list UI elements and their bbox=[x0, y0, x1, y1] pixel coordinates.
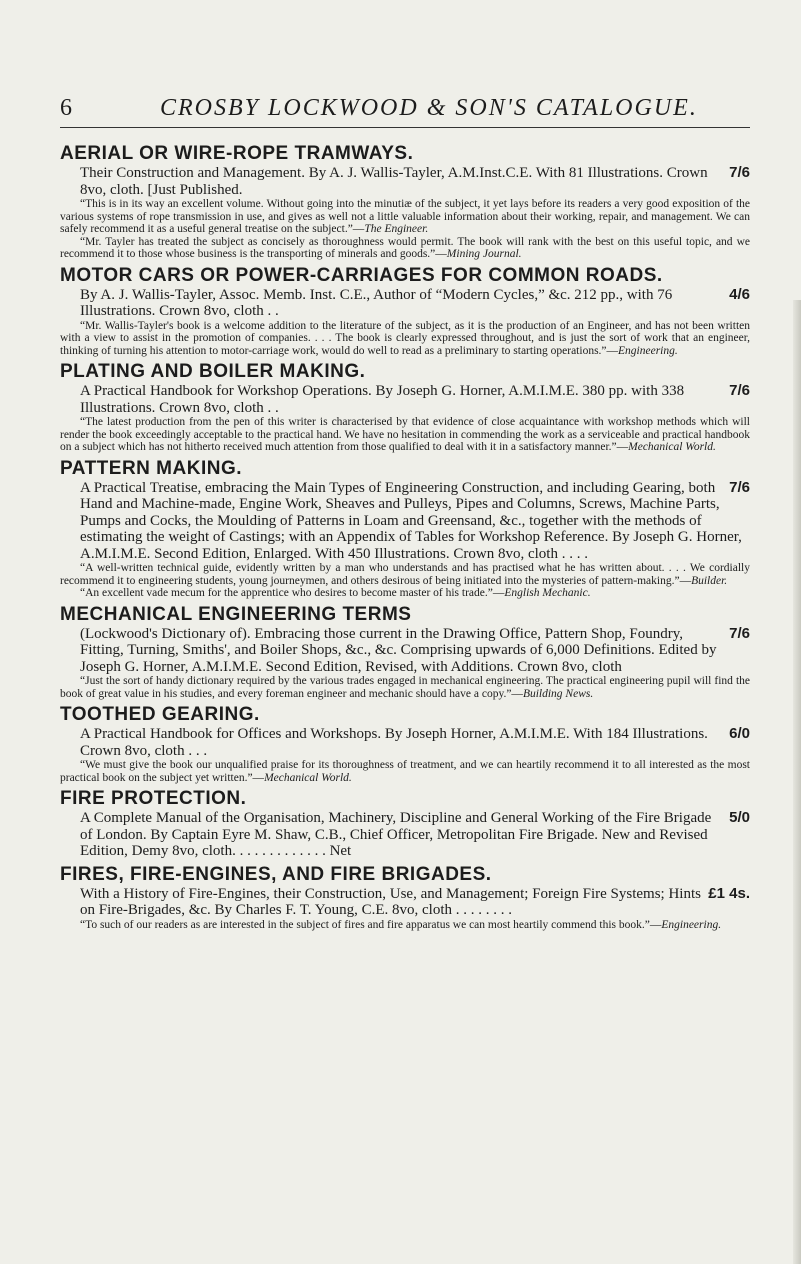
review-quote bbox=[60, 675, 750, 700]
entry-reviews bbox=[60, 198, 750, 261]
entry-description-text: A Practical Handbook for Workshop Operations. By Joseph G. Horner, A.M.I.M.E. 380 pp. with 338 Illustrations. Crown 8vo, cloth . . bbox=[80, 383, 685, 416]
entry-description bbox=[80, 287, 750, 320]
review-text: “An excellent vade mecum for the apprentice who desires to become master of his trade.”— bbox=[80, 587, 505, 599]
entry-description-text: With a History of Fire-Engines, their Construction, Use, and Management; Foreign Fire Systems; Hints on Fire-Brigades, &c. By Charles F. T. Young, C.E. 8vo, cloth . . . . . . . . bbox=[80, 885, 701, 918]
entry-heading: MECHANICAL ENGINEERING TERMS bbox=[60, 603, 412, 625]
entry-heading: FIRES, FIRE-ENGINES, AND FIRE BRIGADES. bbox=[60, 863, 492, 885]
entry-description bbox=[80, 886, 750, 919]
review-source: Mechanical World. bbox=[264, 771, 352, 784]
entry-price: 6/0 bbox=[729, 725, 750, 742]
review-source: Engineering. bbox=[618, 344, 678, 357]
entry-description-text: A Complete Manual of the Organisation, Machinery, Discipline and General Working of the Fire Brigade of London. By Captain Eyre M. Shaw, C.B., Chief Officer, Metropolitan Fire Brigade. New and Revised Edition, Demy 8vo, cloth. . . . . . . . . . . . . Net bbox=[80, 810, 712, 859]
entry-heading: PLATING AND BOILER MAKING. bbox=[60, 361, 366, 382]
entry-description bbox=[80, 383, 750, 416]
page-edge-shadow bbox=[793, 300, 801, 1264]
review-quote bbox=[60, 919, 750, 932]
review-text: “To such of our readers as are interested in the subject of fires and fire apparatus we can most heartily commend this book.”— bbox=[80, 918, 662, 931]
catalogue-entry bbox=[60, 788, 750, 860]
review-quote bbox=[60, 759, 750, 784]
review-text: “A well-written technical guide, evidently written by a man who understands and has practised what he has written about. . . . We cordially recommend it to engineering students, young journeymen, and others desirous of being initiated into the mysteries of pattern-making.”— bbox=[60, 562, 750, 587]
review-text: “The latest production from the pen of this writer is characterised by that evidence of close acquaintance with workshop methods which will render the book exceedingly acceptable to the practical hand. We have no hesitation in commending the work as a serviceable and practical handbook on a subject which has not hitherto received much attention from those qualified to deal with it in a satisfactory manner.”— bbox=[60, 416, 750, 453]
review-source: Mechanical World. bbox=[628, 441, 716, 453]
entry-heading: TOOTHED GEARING. bbox=[60, 704, 260, 725]
catalogue-entry bbox=[60, 604, 750, 701]
entry-price: 4/6 bbox=[729, 285, 750, 303]
review-quote bbox=[60, 416, 750, 454]
entry-description bbox=[80, 626, 750, 676]
entry-description-text: Their Construction and Management. By A. J. Wallis-Tayler, A.M.Inst.C.E. With 81 Illustrations. Crown 8vo, cloth. [Just Published. bbox=[80, 165, 708, 198]
entry-description bbox=[80, 726, 750, 759]
entry-description-text: By A. J. Wallis-Tayler, Assoc. Memb. Inst. C.E., Author of “Modern Cycles,” &c. 212 pp., with 76 Illustrations. Crown 8vo, cloth . . bbox=[80, 286, 673, 319]
entry-price: 7/6 bbox=[729, 382, 750, 399]
entry-price: 7/6 bbox=[729, 164, 750, 181]
review-source: Building News. bbox=[522, 687, 594, 700]
header-rule bbox=[60, 127, 750, 128]
entry-price: 5/0 bbox=[729, 809, 750, 826]
review-text: “Mr. Tayler has treated the subject as concisely as thoroughness would permit. The book will rank with the best on this useful topic, and we recommend it to those whose business is the transporting of minerals and goods.”— bbox=[60, 235, 750, 260]
entry-reviews bbox=[60, 562, 750, 600]
catalogue-entry bbox=[60, 143, 750, 261]
entry-reviews bbox=[60, 919, 750, 932]
review-source: Builder. bbox=[691, 574, 728, 587]
review-quote bbox=[60, 236, 750, 261]
catalogue-entry bbox=[60, 361, 750, 454]
review-text: “This is in its way an excellent volume. Without going into the minutiæ of the subject, it yet lays before its readers a very good exposition of the various systems of rope transmission in use, and gives as well not a little valuable information about their working, repair, and management. We can safely recommend it as a useful general treatise on the subject.”— bbox=[60, 198, 750, 235]
review-text: “We must give the book our unqualified praise for its thoroughness of treatment, and we can heartily recommend it to all interested as the most practical book on the subject yet written.”— bbox=[60, 759, 750, 784]
review-quote bbox=[60, 320, 750, 358]
entry-description bbox=[80, 165, 750, 198]
review-text: “Just the sort of handy dictionary required by the various trades engaged in mechanical engineering. The practical engineering pupil will find the book of great value in his studies, and every foreman engineer and mechanic should have a copy.”— bbox=[60, 675, 750, 700]
entry-reviews bbox=[60, 416, 750, 454]
catalogue-entry bbox=[60, 265, 750, 358]
entry-reviews bbox=[60, 320, 750, 358]
entry-description bbox=[80, 480, 750, 563]
catalogue-entries bbox=[60, 143, 750, 935]
entry-heading: FIRE PROTECTION. bbox=[60, 788, 247, 809]
review-quote bbox=[60, 587, 750, 600]
entry-reviews bbox=[60, 759, 750, 784]
page-number: 6 bbox=[60, 95, 73, 121]
catalogue-entry bbox=[60, 864, 750, 932]
entry-heading: MOTOR CARS OR POWER-CARRIAGES FOR COMMON ROADS. bbox=[60, 264, 663, 286]
running-title: CROSBY LOCKWOOD & SON'S CATALOGUE. bbox=[160, 95, 698, 121]
entry-reviews bbox=[60, 675, 750, 700]
entry-description-text: (Lockwood's Dictionary of). Embracing those current in the Drawing Office, Pattern Shop, Foundry, Fitting, Turning, Smiths', and Boiler Shops, &c., &c. Comprising upwards of 6,000 Definitions. Edited by Joseph G. Horner, A.M.I.M.E. Second Edition, Revised, with Additions. Crown 8vo, cloth bbox=[80, 625, 717, 675]
entry-description-text: A Practical Handbook for Offices and Workshops. By Joseph Horner, A.M.I.M.E. With 184 Illustrations. Crown 8vo, cloth . . . bbox=[80, 726, 708, 759]
entry-heading: PATTERN MAKING. bbox=[60, 457, 243, 479]
entry-price: 7/6 bbox=[729, 478, 750, 496]
review-source: Mining Journal. bbox=[446, 248, 522, 260]
review-quote bbox=[60, 198, 750, 236]
catalogue-entry bbox=[60, 458, 750, 600]
review-text: “Mr. Wallis-Tayler's book is a welcome addition to the literature of the subject, as it is the production of an Engineer, and has not been written with a view to assist in the promotion of companies. . . . The book is clearly expressed throughout, and is just the sort of work that an engineer, thinking of turning his attention to motor-carriage work, would do well to read as a preliminary to starting operations.”— bbox=[60, 319, 750, 357]
review-source: Engineering. bbox=[661, 918, 722, 931]
catalogue-entry bbox=[60, 704, 750, 784]
entry-heading: AERIAL OR WIRE-ROPE TRAMWAYS. bbox=[60, 143, 414, 164]
entry-description bbox=[80, 810, 750, 860]
entry-price: £1 4s. bbox=[708, 884, 750, 902]
entry-description-text: A Practical Treatise, embracing the Main Types of Engineering Construction, and including Gearing, both Hand and Machine-made, Engine Work, Sheaves and Pulleys, Pipes and Columns, Screws, Machine Parts, Pumps and Cocks, the Moulding of Patterns in Loam and Greensand, &c., together with the methods of estimating the weight of Castings; with an Appendix of Tables for Workshop Reference. By Joseph G. Horner, A.M.I.M.E. Second Edition, Enlarged. With 450 Illustrations. Crown 8vo, cloth . . . . bbox=[80, 479, 742, 562]
entry-price: 7/6 bbox=[729, 624, 750, 642]
review-source: The Engineer. bbox=[364, 223, 429, 235]
review-source: English Mechanic. bbox=[504, 587, 591, 599]
review-quote bbox=[60, 562, 750, 587]
